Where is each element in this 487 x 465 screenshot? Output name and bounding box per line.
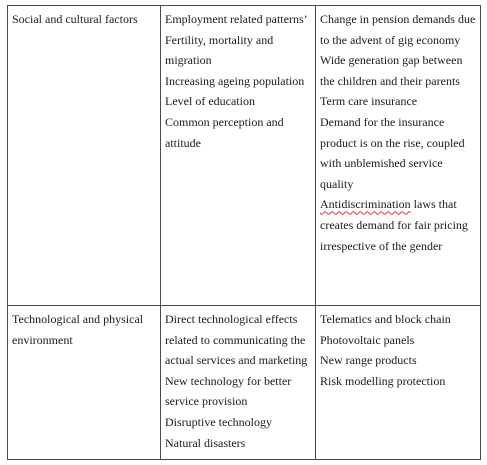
factor-item: Direct technological effects related to communicating the actual services and marketing	[165, 312, 308, 368]
impact-item: Photovoltaic panels	[320, 332, 415, 347]
factor-item: Common perception and attitude	[165, 114, 284, 150]
category-label: Social and cultural factors	[12, 12, 138, 26]
factors-table	[7, 5, 481, 460]
impact-item: Demand for the insurance product is on the rise, coupled with unblemished service quality	[320, 114, 465, 191]
impact-item: Change in pension demands due to the advent of gig economy	[320, 12, 476, 47]
factor-item: Natural disasters	[165, 435, 246, 450]
impact-item: New range products	[320, 353, 417, 368]
factor-item: Fertility, mortality and migration	[165, 32, 274, 68]
factor-item: Level of education	[165, 94, 255, 109]
category-cell	[8, 306, 161, 460]
impact-item	[320, 194, 477, 256]
factors-cell	[161, 306, 316, 460]
spellcheck-underlined-word: Antidiscrimination	[320, 197, 411, 212]
impact-item: Term care insurance	[320, 94, 418, 109]
impact-item: Telematics and block chain	[320, 312, 451, 326]
table-row	[8, 6, 481, 306]
factor-item: Increasing ageing population	[165, 73, 305, 88]
category-cell	[8, 6, 161, 306]
table-row	[8, 306, 481, 460]
factor-item: New technology for better service provision	[165, 373, 292, 409]
impact-item-text: laws that creates demand for fair pricing irrespective of the gender	[320, 197, 468, 253]
impact-item: Wide generation gap between the children and their parents	[320, 53, 463, 88]
impacts-cell	[316, 6, 481, 306]
factors-cell	[161, 6, 316, 306]
impact-item: Risk modelling protection	[320, 373, 446, 388]
factor-item: Disruptive technology	[165, 414, 272, 429]
impacts-cell	[316, 306, 481, 460]
factor-item: Employment related patterns’	[165, 12, 308, 26]
category-label: Technological and physical environment	[12, 312, 144, 347]
